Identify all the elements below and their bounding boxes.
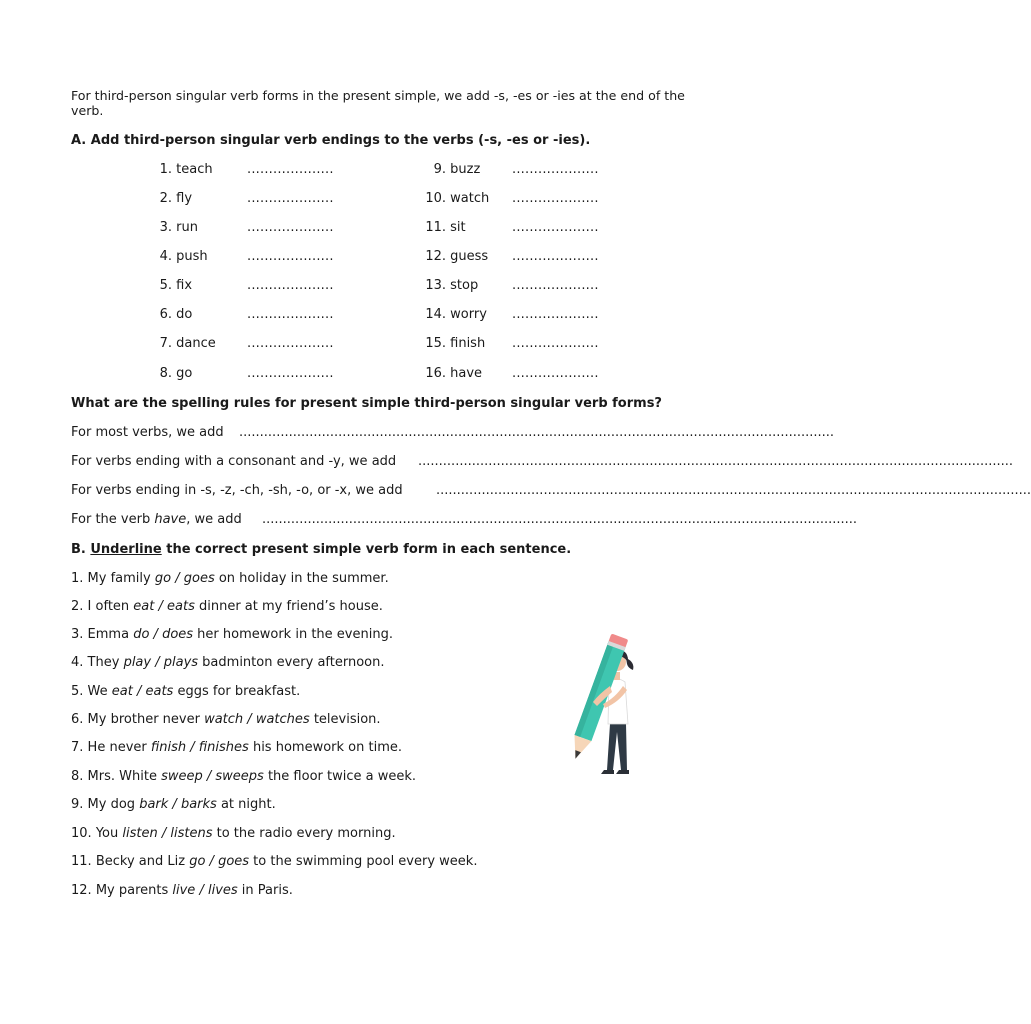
answer-blank[interactable]: .................... bbox=[247, 162, 334, 177]
rule-line: For most verbs, we add bbox=[71, 425, 224, 440]
sentence-item: 12. My parents live / lives in Paris. bbox=[71, 883, 293, 898]
spelling-rules-heading: What are the spelling rules for present simple third-person singular verb forms? bbox=[71, 396, 662, 411]
verb-option[interactable]: go bbox=[189, 854, 206, 869]
rule-line: For the verb have, we add bbox=[71, 512, 242, 527]
verb-option[interactable]: finishes bbox=[198, 740, 249, 755]
sentence-item: 1. My family go / goes on holiday in the summer. bbox=[71, 571, 389, 586]
sentence-item: 5. We eat / eats eggs for breakfast. bbox=[71, 684, 301, 699]
verb-option[interactable]: eat bbox=[111, 684, 133, 699]
sentence-item: 9. My dog bark / barks at night. bbox=[71, 797, 276, 812]
intro-text: For third-person singular verb forms in the present simple, we add -s, -es or -ies at the end of the verb. bbox=[71, 88, 685, 118]
rule-line: For verbs ending in -s, -z, -ch, -sh, -o, or -x, we add bbox=[71, 483, 403, 498]
verb-option[interactable]: finish bbox=[150, 740, 187, 755]
verb-item: 8. go bbox=[159, 366, 193, 381]
sentence-item: 11. Becky and Liz go / goes to the swimming pool every week. bbox=[71, 854, 478, 869]
verb-item: 13. stop bbox=[425, 278, 479, 293]
verb-option[interactable]: goes bbox=[218, 854, 250, 869]
verb-item: 10. watch bbox=[425, 191, 490, 206]
verb-option[interactable]: listens bbox=[170, 826, 213, 841]
verb-option[interactable]: bark bbox=[139, 797, 169, 812]
verb-option[interactable]: live bbox=[172, 883, 196, 898]
verb-option[interactable]: eat bbox=[133, 599, 155, 614]
answer-blank[interactable]: .................... bbox=[512, 220, 599, 235]
verb-option[interactable]: do bbox=[133, 627, 150, 642]
answer-blank[interactable]: .................... bbox=[247, 249, 334, 264]
answer-blank[interactable]: ................................................................................................................................................ bbox=[436, 483, 1031, 498]
answer-blank[interactable]: .................... bbox=[512, 366, 599, 381]
answer-blank[interactable]: .................... bbox=[247, 307, 334, 322]
verb-item: 16. have bbox=[425, 366, 483, 381]
verb-option[interactable]: plays bbox=[163, 655, 199, 670]
verb-item: 6. do bbox=[159, 307, 193, 322]
verb-item: 2. fly bbox=[159, 191, 193, 206]
verb-option[interactable]: goes bbox=[183, 571, 215, 586]
verb-option[interactable]: play bbox=[123, 655, 152, 670]
verb-option[interactable]: lives bbox=[207, 883, 238, 898]
answer-blank[interactable]: .................... bbox=[247, 366, 334, 381]
answer-blank[interactable]: .................... bbox=[512, 162, 599, 177]
verb-item: 7. dance bbox=[159, 336, 216, 351]
verb-option[interactable]: go bbox=[154, 571, 172, 586]
sentence-item: 2. I often eat / eats dinner at my friend’s house. bbox=[71, 599, 383, 614]
section-b-heading: B. Underline the correct present simple verb form in each sentence. bbox=[71, 542, 572, 557]
rule-line: For verbs ending with a consonant and -y, we add bbox=[71, 454, 397, 469]
verb-item: 15. finish bbox=[425, 336, 486, 351]
verb-option[interactable]: sweeps bbox=[215, 769, 264, 784]
sentence-item: 3. Emma do / does her homework in the evening. bbox=[71, 627, 393, 642]
verb-item: 1. teach bbox=[159, 162, 213, 177]
verb-item: 5. fix bbox=[159, 278, 193, 293]
verb-option[interactable]: watches bbox=[255, 712, 310, 727]
verb-option[interactable]: eats bbox=[167, 599, 195, 614]
answer-blank[interactable]: ................................................................................................................................................ bbox=[262, 512, 858, 527]
verb-option[interactable]: does bbox=[162, 627, 194, 642]
answer-blank[interactable]: ................................................................................................................................................ bbox=[239, 425, 835, 440]
sentence-item: 4. They play / plays badminton every afternoon. bbox=[71, 655, 385, 670]
sentence-item: 6. My brother never watch / watches television. bbox=[71, 712, 381, 727]
verb-option[interactable]: sweep bbox=[161, 769, 203, 784]
answer-blank[interactable]: .................... bbox=[247, 220, 334, 235]
verb-item: 9. buzz bbox=[433, 162, 481, 177]
girl-holding-pencil-illustration bbox=[555, 632, 650, 782]
answer-blank[interactable]: .................... bbox=[512, 249, 599, 264]
verb-item: 12. guess bbox=[425, 249, 489, 264]
answer-blank[interactable]: .................... bbox=[247, 336, 334, 351]
answer-blank[interactable]: .................... bbox=[512, 278, 599, 293]
answer-blank[interactable]: .................... bbox=[512, 336, 599, 351]
answer-blank[interactable]: ................................................................................................................................................ bbox=[418, 454, 1014, 469]
verb-item: 11. sit bbox=[425, 220, 466, 235]
verb-item: 14. worry bbox=[425, 307, 487, 322]
verb-option[interactable]: watch bbox=[204, 712, 244, 727]
answer-blank[interactable]: .................... bbox=[247, 278, 334, 293]
answer-blank[interactable]: .................... bbox=[512, 191, 599, 206]
verb-option[interactable]: listen bbox=[122, 826, 158, 841]
verb-item: 4. push bbox=[159, 249, 208, 264]
verb-option[interactable]: eats bbox=[145, 684, 174, 699]
verb-item: 3. run bbox=[159, 220, 198, 235]
sentence-item: 7. He never finish / finishes his homework on time. bbox=[71, 740, 402, 755]
sentence-item: 10. You listen / listens to the radio every morning. bbox=[71, 826, 396, 841]
verb-option[interactable]: barks bbox=[180, 797, 217, 812]
answer-blank[interactable]: .................... bbox=[247, 191, 334, 206]
section-a-heading: A. Add third-person singular verb endings to the verbs (-s, -es or -ies). bbox=[71, 133, 591, 148]
sentence-item: 8. Mrs. White sweep / sweeps the floor twice a week. bbox=[71, 769, 417, 784]
answer-blank[interactable]: .................... bbox=[512, 307, 599, 322]
